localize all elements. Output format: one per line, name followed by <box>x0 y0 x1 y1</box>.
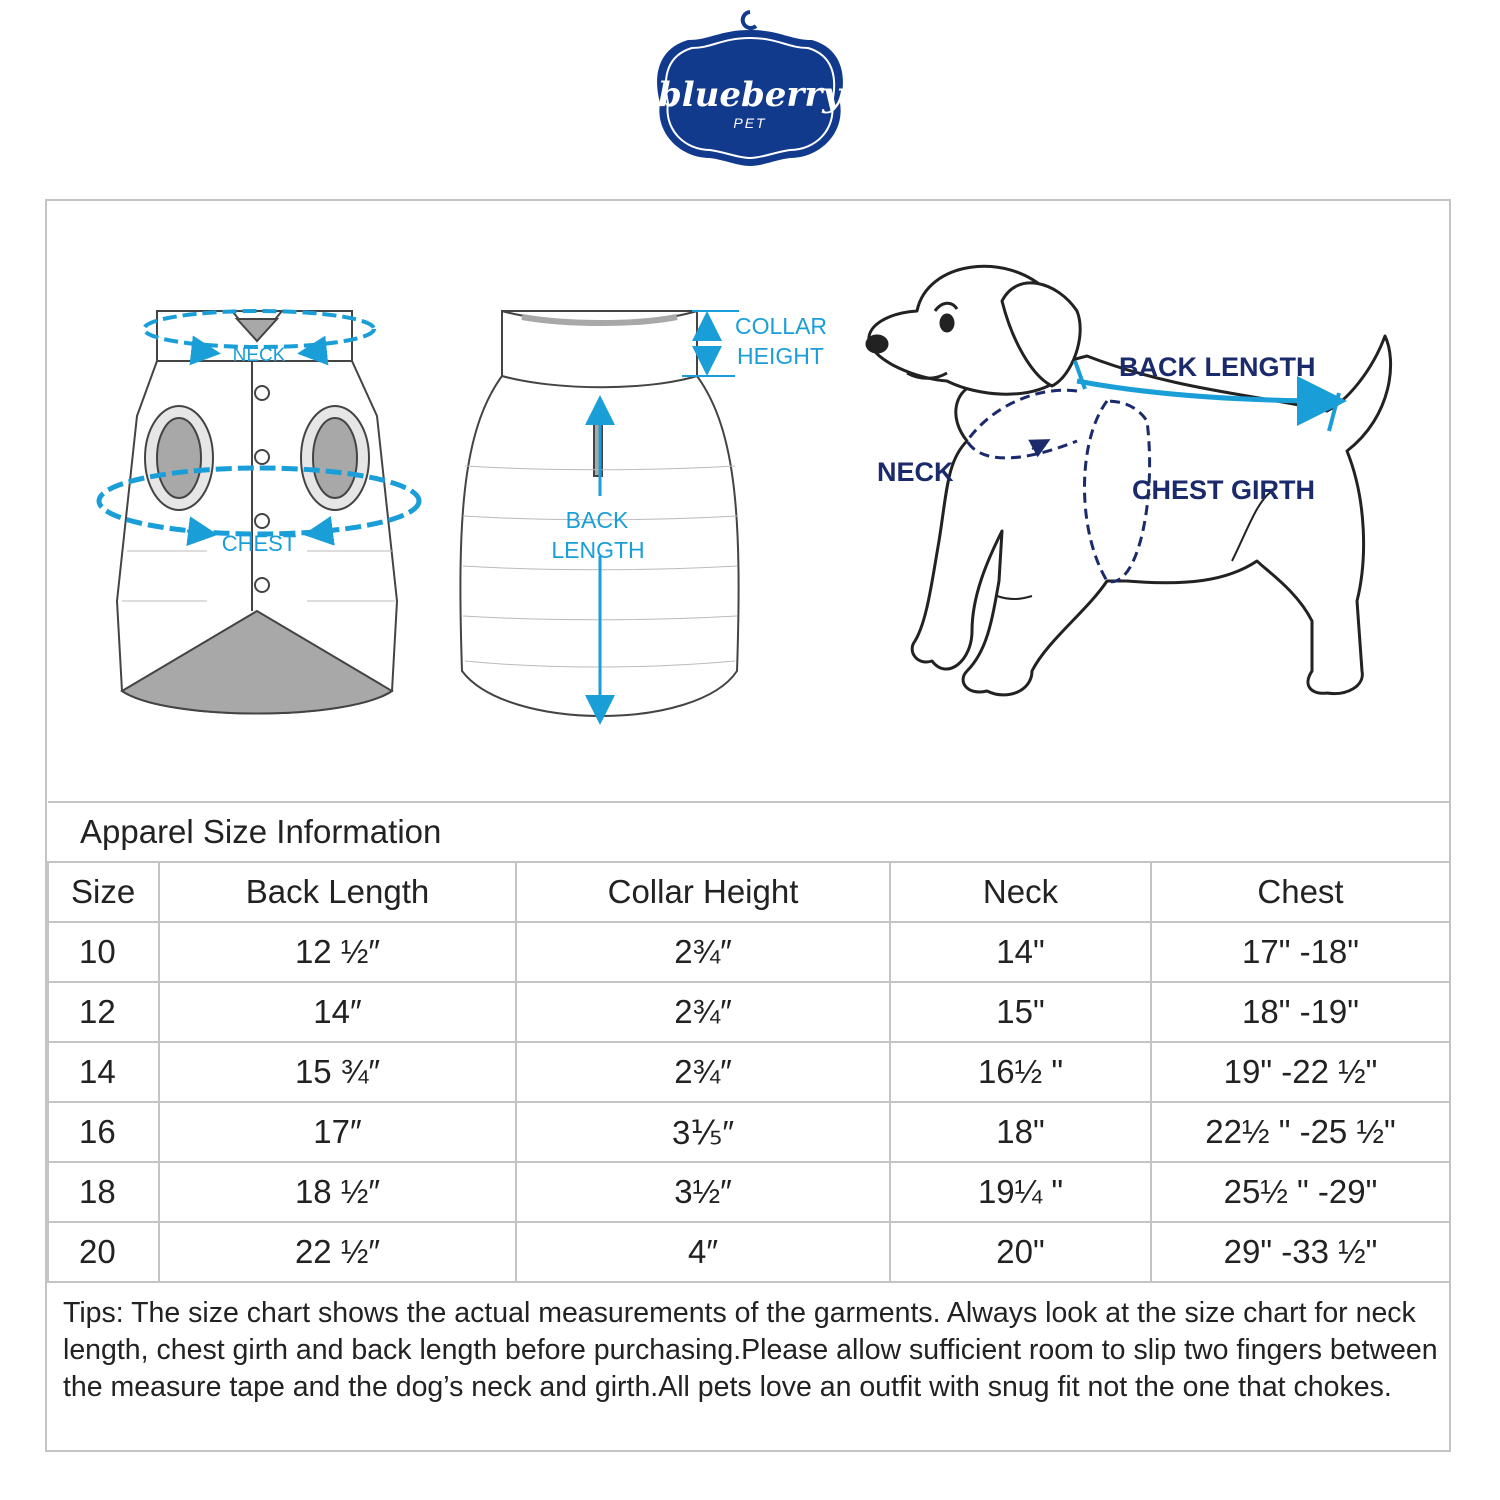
table-cell: 25½ " -29" <box>1151 1162 1450 1222</box>
column-header: Size <box>48 862 159 922</box>
table-cell: 22½ " -25 ½" <box>1151 1102 1450 1162</box>
front-chest-label: CHEST <box>221 531 297 556</box>
collar-height-label-1: COLLAR <box>735 313 828 339</box>
table-cell: 19" -22 ½" <box>1151 1042 1450 1102</box>
table-cell: 2¾″ <box>516 982 890 1042</box>
column-header: Collar Height <box>516 862 890 922</box>
table-row <box>48 922 1450 982</box>
table-cell: 29" -33 ½" <box>1151 1222 1450 1282</box>
table-row <box>48 1102 1450 1162</box>
table-cell: 4″ <box>516 1222 890 1282</box>
column-header: Back Length <box>159 862 516 922</box>
table-cell: 17" -18" <box>1151 922 1450 982</box>
table-cell: 12 <box>48 982 159 1042</box>
size-chart-panel <box>45 199 1451 1452</box>
table-cell: 10 <box>48 922 159 982</box>
table-cell: 18 <box>48 1162 159 1222</box>
back-length-label-2: LENGTH <box>551 537 645 563</box>
collar-height-label-2: HEIGHT <box>737 343 824 369</box>
table-header-row <box>48 862 1450 922</box>
table-cell: 16 <box>48 1102 159 1162</box>
table-cell: 16½ " <box>890 1042 1151 1102</box>
front-neck-label: NECK <box>232 345 286 366</box>
table-cell: 14" <box>890 922 1151 982</box>
table-caption-row <box>48 802 1450 862</box>
table-cell: 15" <box>890 982 1151 1042</box>
column-header: Neck <box>890 862 1151 922</box>
dog-neck-label: NECK <box>877 457 954 487</box>
table-cell: 17″ <box>159 1102 516 1162</box>
table-cell: 15 ¾″ <box>159 1042 516 1102</box>
table-cell: 20" <box>890 1222 1151 1282</box>
logo-subtext: PET <box>733 115 767 131</box>
table-row <box>48 1222 1450 1282</box>
size-table <box>47 801 1451 1283</box>
dog-chest-girth-label: CHEST GIRTH <box>1132 475 1316 505</box>
vest-front-illustration <box>117 311 397 714</box>
table-cell: 2¾″ <box>516 1042 890 1102</box>
back-length-label-1: BACK <box>565 507 629 533</box>
table-row <box>48 1162 1450 1222</box>
table-cell: 22 ½″ <box>159 1222 516 1282</box>
measurement-illustrations <box>47 201 1449 801</box>
table-row <box>48 1042 1450 1102</box>
table-cell: 18 ½″ <box>159 1162 516 1222</box>
table-cell: 3⅕″ <box>516 1102 890 1162</box>
logo-wordmark: blueberry <box>657 75 843 115</box>
table-row <box>48 982 1450 1042</box>
dog-back-length-label: BACK LENGTH <box>1119 352 1316 382</box>
table-cell: 20 <box>48 1222 159 1282</box>
column-header: Chest <box>1151 862 1450 922</box>
tips-text: Tips: The size chart shows the actual measurements of the garments. Always look at the size chart for neck length, chest girth and back length before purchasing.Please allow sufficient room to slip two fingers between the measure tape and the dog’s neck and girth.All pets love an outfit with snug fit not the one that chokes. <box>63 1297 1438 1403</box>
table-cell: 14 <box>48 1042 159 1102</box>
table-cell: 18" -19" <box>1151 982 1450 1042</box>
table-cell: 2¾″ <box>516 922 890 982</box>
table-cell: 3½″ <box>516 1162 890 1222</box>
table-cell: 18" <box>890 1102 1151 1162</box>
table-caption: Apparel Size Information <box>48 802 1450 862</box>
table-cell: 12 ½″ <box>159 922 516 982</box>
table-cell: 19¼ " <box>890 1162 1151 1222</box>
brand-logo <box>650 8 850 168</box>
table-cell: 14″ <box>159 982 516 1042</box>
